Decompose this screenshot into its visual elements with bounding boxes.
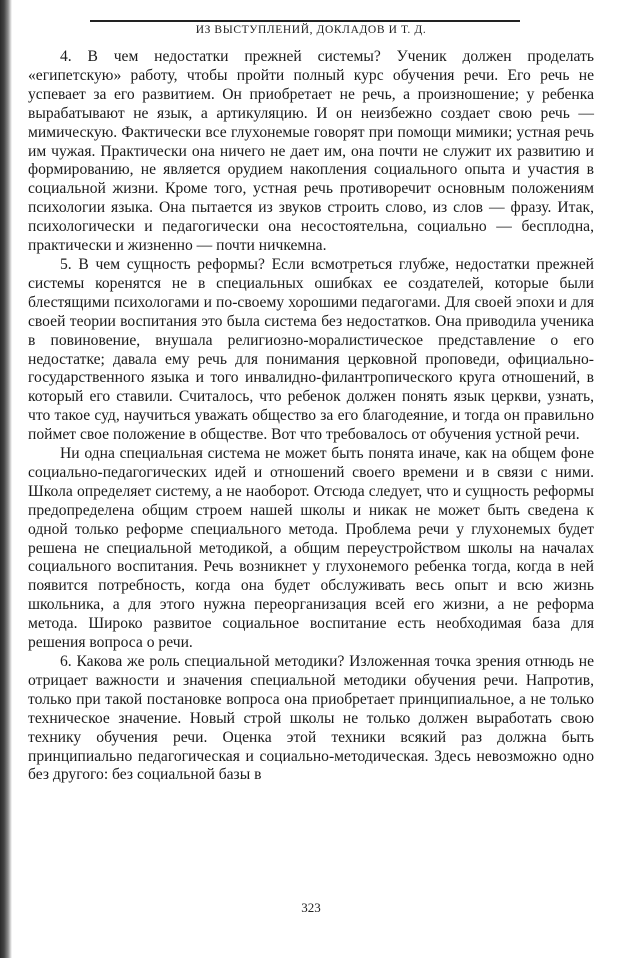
scan-shadow-edge bbox=[0, 0, 12, 958]
paragraph-6: 6. Какова же роль специальной методики? Изложенная точка зрения отнюдь не отрицает важности и значения специальной методики обучения речи. Напротив, только при такой постановке вопроса она приобретает принципиальное, а не только техническое значение. Новый строй школы не только должен выработать свою технику обучения речи. Оценка этой техники всякий раз должна быть принципиально педагогическая и социально-методическая. Здесь невозможно одно без другого: без социальной базы в bbox=[28, 653, 594, 784]
running-head: ИЗ ВЫСТУПЛЕНИЙ, ДОКЛАДОВ И Т. Д. bbox=[195, 24, 427, 36]
page-number: 323 bbox=[301, 900, 321, 915]
paragraph-4: 4. В чем недостатки прежней системы? Ученик должен проделать «египетскую» работу, чтобы пройти полный курс обучения речи. Его речь не успевает за его развитием. Он приобретает не речь, а произношение; у ребенка вырабатывают не язык, а артикуляцию. И он неизбежно создает свою речь — мимическую. Фактически все глухонемые говорят при помощи мимики; устная речь им чужая. Практически она ничего не дает им, она почти не служит их развитию и формированию, не является орудием накопления социального опыта и участия в социальной жизни. Кроме того, устная речь противоречит основным положениям психологии языка. Она пытается из звуков строить слово, из слов — фразу. Итак, психологически и педагогически она несостоятельна, социально — бесплодна, практически и жизненно — почти ничкемна. bbox=[28, 48, 594, 255]
body-text bbox=[28, 48, 594, 785]
header-rule bbox=[90, 20, 520, 22]
paragraph-5: 5. В чем сущность реформы? Если всмотреться глубже, недостатки прежней системы коренятся не в специальных ошибках ее создателей, которые были блестящими психологами и по-своему хорошими педагогами. Для своей эпохи и для своей теории воспитания это была система без недостатков. Она приводила ученика в повиновение, внушала религиозно-моралистическое представление о его недостатке; давала ему речь для понимания церковной проповеди, официально-государственного языка и того инвалидно-филантропического круга отношений, в который его ставили. Считалось, что ребенок должен понять язык церкви, узнать, что такое суд, научиться уважать общество за его благодеяние, и тогда он правильно поймет свое положение в обществе. Вот что требовалось от обучения устной речи. bbox=[28, 255, 594, 444]
book-page bbox=[28, 0, 594, 958]
paragraph-5-continued: Ни одна специальная система не может быть понята иначе, как на общем фоне социально-педагогических идей и отношений своего времени и в связи с ними. Школа определяет систему, а не наоборот. Отсюда следует, что и сущность реформы предопределена общим строем нашей школы и никак не может быть сведена к одной только реформе специального метода. Проблема речи у глухонемых будет решена не специальной методикой, а общим переустройством школы на началах социального воспитания. Речь возникнет у глухонемого ребенка тогда, когда в ней появится потребность, когда она будет обслуживать весь опыт и всю жизнь школьника, а для этого нужна переорганизация всей его жизни, а не реформа метода. Широко развитое социальное воспитание есть необходимая база для решения вопроса о речи. bbox=[28, 445, 594, 652]
